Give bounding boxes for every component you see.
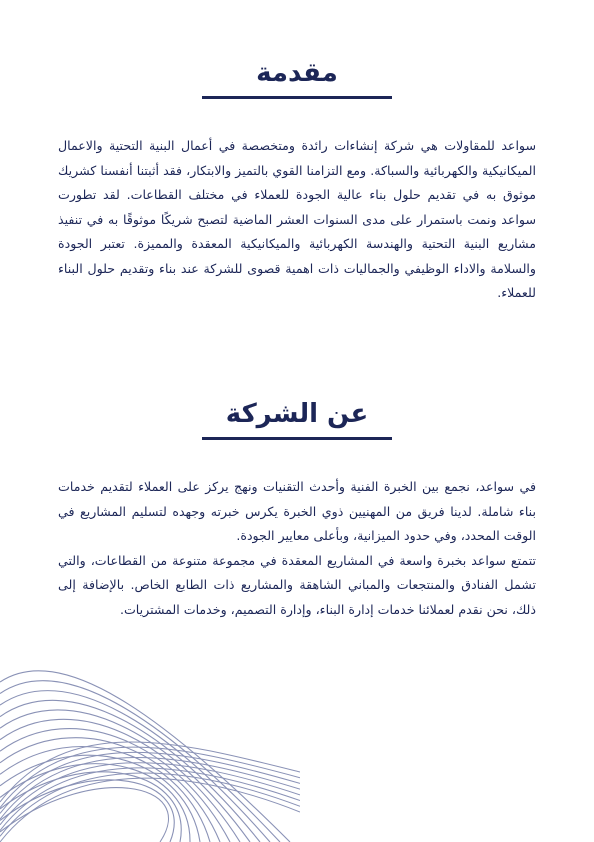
about-body	[58, 475, 536, 622]
intro-paragraph: سواعد للمقاولات هي شركة إنشاءات رائدة ومتخصصة في أعمال البنية التحتية والاعمال الميكانيكية والكهربائية والسباكة. ومع التزامنا القوي بالتميز والابتكار، فقد أثبتنا أنفسنا كشريك موثوق به في تقديم حلول بناء عالية الجودة للعملاء في مختلف القطاعات. لقد تطورت سواعد ونمت باستمرار على مدى السنوات العشر الماضية لتصبح شريكًا موثوقًا به في تنفيذ مشاريع البنية التحتية والهندسة الكهربائية والميكانيكية المعقدة والمميزة. تعتبر الجودة والسلامة والاداء الوظيفي والجماليات ذات اهمية قصوى للشركة عند بناء وتقديم حلول البناء للعملاء.	[58, 138, 536, 300]
decor-wave-line	[0, 691, 270, 842]
about-paragraph-1: في سواعد، نجمع بين الخبرة الفنية وأحدث التقنيات ونهج يركز على العملاء لتقديم خدمات بناء شاملة. لدينا فريق من المهنيين ذوي الخبرة يكرس خبرته وجهده لتسليم المشاريع في الوقت المحدد، وفي حدود الميزانية، وبأعلى معايير الجودة.	[58, 479, 536, 543]
about-title-underline	[202, 437, 392, 440]
intro-title: مقدمة	[256, 58, 338, 88]
about-section	[58, 397, 536, 622]
about-title: عن الشركة	[225, 399, 369, 429]
decor-wave-line	[0, 788, 168, 842]
decor-wave-line	[0, 764, 190, 842]
decor-wave-line	[0, 780, 174, 842]
decor-wave-line	[0, 747, 300, 808]
decorative-wave-lines	[0, 652, 300, 842]
intro-section	[58, 56, 536, 306]
decor-wave-line	[0, 768, 300, 831]
intro-body	[58, 134, 536, 306]
about-paragraph-2: تتمتع سواعد بخبرة واسعة في المشاريع المعقدة في مجموعة متنوعة من القطاعات، والتي تشمل الفنادق والمنتجعات والمباني الشاهقة والمشاريع ذات الطابع الخاص. بالإضافة إلى ذلك، نحن نقدم لعملائنا خدمات إدارة البناء، وإدارة التصميم، وخدمات المشتريات.	[58, 552, 536, 617]
decor-wave-line	[0, 681, 280, 842]
decor-wave-line	[0, 772, 181, 842]
intro-title-underline	[202, 96, 392, 99]
